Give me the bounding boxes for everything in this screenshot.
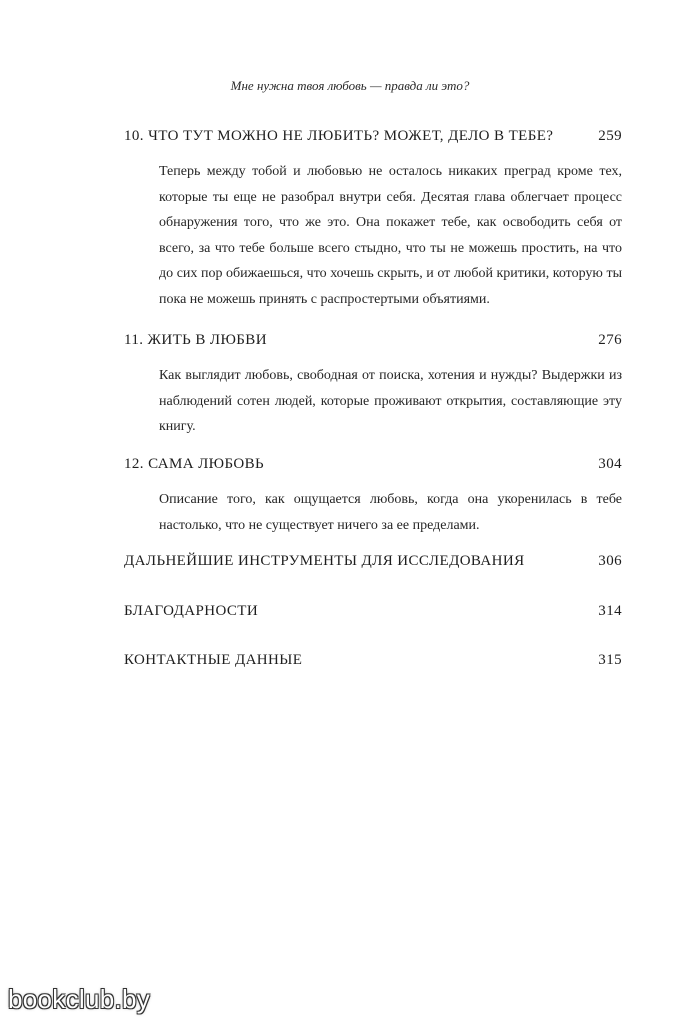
toc-entry-page-number: 306	[598, 553, 622, 569]
toc-entry-title: 10. ЧТО ТУТ МОЖНО НЕ ЛЮБИТЬ? МОЖЕТ, ДЕЛО В ТЕБЕ?	[124, 128, 554, 144]
toc-entry-page-number: 314	[598, 603, 622, 619]
toc-entry-row	[124, 332, 622, 349]
toc-entry-row	[124, 652, 622, 669]
toc-entry-further-tools	[124, 553, 622, 570]
toc-entry-chapter-12	[124, 456, 622, 538]
toc-entry-chapter-10	[124, 128, 622, 312]
toc-entry-row	[124, 553, 622, 570]
toc-entry-title: БЛАГОДАРНОСТИ	[124, 603, 259, 619]
toc-entry-row	[124, 128, 622, 145]
toc-entry-title: 11. ЖИТЬ В ЛЮБВИ	[124, 332, 267, 348]
toc-entry-title: КОНТАКТНЫЕ ДАННЫЕ	[124, 652, 303, 668]
toc-entry-title: ДАЛЬНЕЙШИЕ ИНСТРУМЕНТЫ ДЛЯ ИССЛЕДОВАНИЯ	[124, 553, 525, 569]
toc-entry-chapter-11	[124, 332, 622, 440]
toc-entry-row	[124, 456, 622, 473]
toc-entry-description: Описание того, как ощущается любовь, когда она укоренилась в тебе настолько, что не существует ничего за ее пределами.	[159, 492, 622, 533]
running-header: Мне нужна твоя любовь — правда ли это?	[230, 78, 470, 93]
toc-entry-page-number: 276	[598, 332, 622, 348]
toc-entry-row	[124, 603, 622, 620]
toc-entry-acknowledgements	[124, 603, 622, 620]
toc-entry-title: 12. САМА ЛЮБОВЬ	[124, 456, 265, 472]
toc-entry-description: Теперь между тобой и любовью не осталось никаких преград кроме тех, которые ты еще не разобрал внутри себя. Десятая глава облегчает процесс обнаружения того, что же это. Она покажет тебе, как освободить себя от всего, за что тебе больше всего стыдно, что ты не можешь простить, на что до сих пор обижаешься, что хочешь скрыть, и от любой критики, которую ты пока не можешь принять с распростертыми объятиями.	[159, 164, 622, 307]
toc-entry-page-number: 259	[598, 128, 622, 144]
toc-entry-description: Как выглядит любовь, свободная от поиска, хотения и нужды? Выдержки из наблюдений сотен людей, которые проживают открытия, составляющие эту книгу.	[159, 368, 622, 434]
toc-entry-page-number: 304	[598, 456, 622, 472]
toc-entry-page-number: 315	[598, 652, 622, 668]
toc-entry-contacts	[124, 652, 622, 669]
watermark-text: bookclub.by	[8, 984, 151, 1014]
